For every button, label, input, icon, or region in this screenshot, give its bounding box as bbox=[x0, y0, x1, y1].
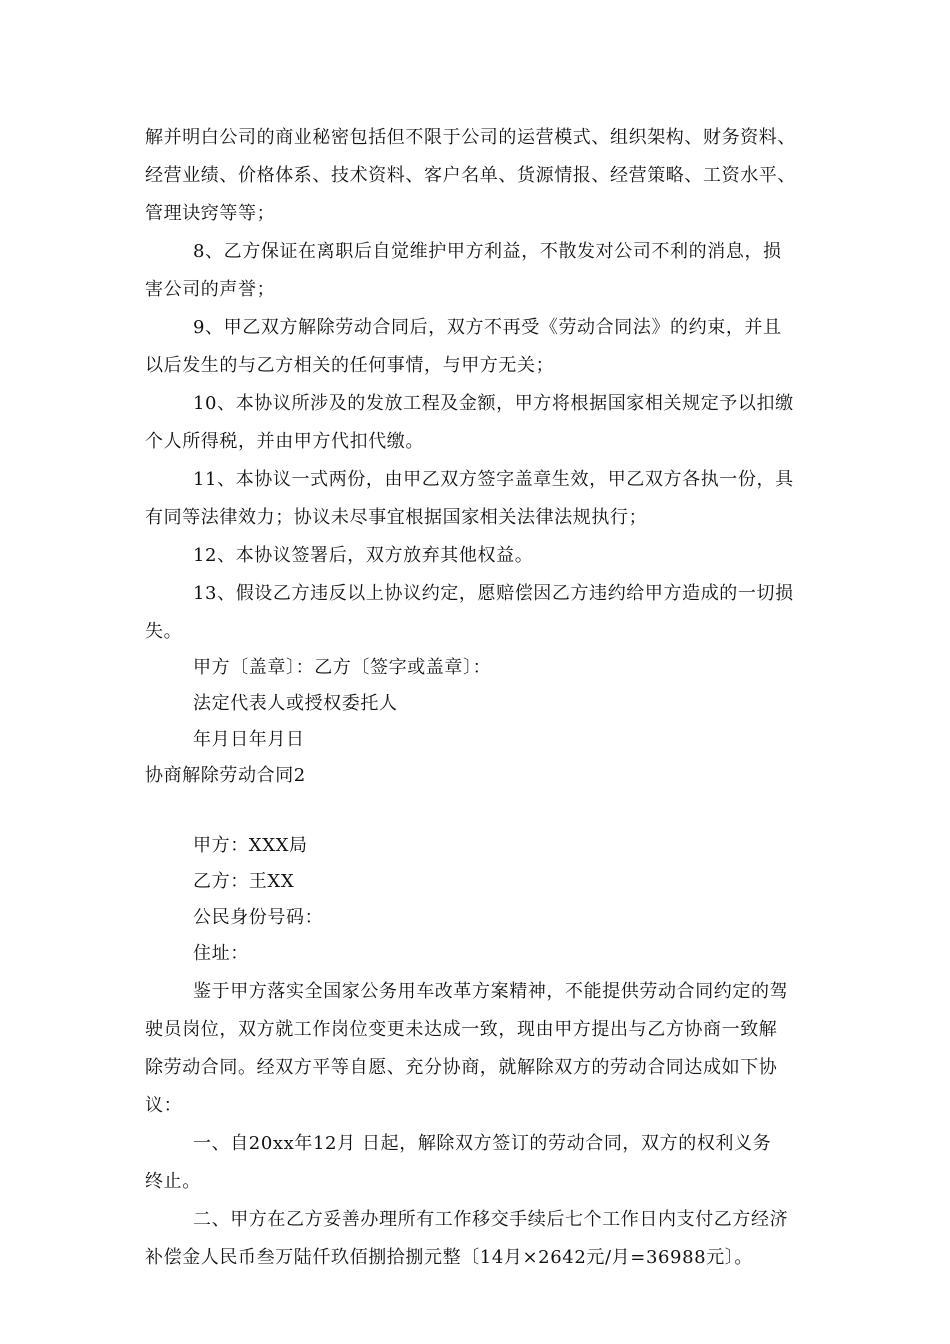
party-b: 乙方：王XX bbox=[193, 871, 295, 892]
text-line: 鉴于甲方落实全国家公务用车改革方案精神，不能提供劳动合同约定的驾 bbox=[193, 981, 789, 1002]
text-line: 一、自20xx年12月 日起，解除双方签订的劳动合同，双方的权利义务 bbox=[193, 1133, 772, 1154]
text-line: 个人所得税，并由甲方代扣代缴。 bbox=[145, 431, 424, 452]
text-line: 13、假设乙方违反以上协议约定，愿赔偿因乙方违约给甲方造成的一切损 bbox=[193, 583, 794, 604]
id-number: 公民身份号码： bbox=[193, 907, 324, 928]
date-line: 年月日年月日 bbox=[193, 729, 305, 750]
section-title: 协商解除劳动合同2 bbox=[145, 765, 306, 786]
party-a: 甲方：XXX局 bbox=[193, 835, 308, 856]
signature-line: 法定代表人或授权委托人 bbox=[193, 693, 398, 714]
text-line: 害公司的声誉； bbox=[145, 279, 276, 300]
text-line: 9、甲乙双方解除劳动合同后，双方不再受《劳动合同法》的约束，并且 bbox=[193, 317, 782, 338]
text-line: 管理诀窍等等； bbox=[145, 203, 276, 224]
text-line: 驶员岗位，双方就工作岗位变更未达成一致，现由甲方提出与乙方协商一致解 bbox=[145, 1019, 778, 1040]
text-line: 终止。 bbox=[145, 1171, 201, 1192]
text-line: 以后发生的与乙方相关的任何事情，与甲方无关； bbox=[145, 355, 555, 376]
text-line: 议： bbox=[145, 1095, 183, 1116]
text-line: 解并明白公司的商业秘密包括但不限于公司的运营模式、组织架构、财务资料、 bbox=[145, 127, 796, 148]
text-line: 11、本协议一式两份，由甲乙双方签字盖章生效，甲乙双方各执一份，具 bbox=[193, 469, 794, 490]
text-line: 10、本协议所涉及的发放工程及金额，甲方将根据国家相关规定予以扣缴 bbox=[193, 393, 794, 414]
text-line: 12、本协议签署后，双方放弃其他权益。 bbox=[193, 545, 534, 566]
text-line: 二、甲方在乙方妥善办理所有工作移交手续后七个工作日内支付乙方经济 bbox=[193, 1209, 789, 1230]
text-line: 经营业绩、价格体系、技术资料、客户名单、货源情报、经营策略、工资水平、 bbox=[145, 165, 796, 186]
address: 住址： bbox=[193, 943, 249, 964]
text-line: 8、乙方保证在离职后自觉维护甲方利益，不散发对公司不利的消息，损 bbox=[193, 241, 782, 262]
text-line: 失。 bbox=[145, 621, 183, 642]
text-line: 补偿金人民币叁万陆仟玖佰捌拾捌元整〔14月×2642元/月=36988元〕。 bbox=[145, 1247, 753, 1268]
text-line: 除劳动合同。经双方平等自愿、充分协商，就解除双方的劳动合同达成如下协 bbox=[145, 1057, 778, 1078]
signature-line: 甲方〔盖章〕：乙方〔签字或盖章〕： bbox=[193, 657, 492, 678]
text-line: 有同等法律效力；协议未尽事宜根据国家相关法律法规执行； bbox=[145, 507, 648, 528]
